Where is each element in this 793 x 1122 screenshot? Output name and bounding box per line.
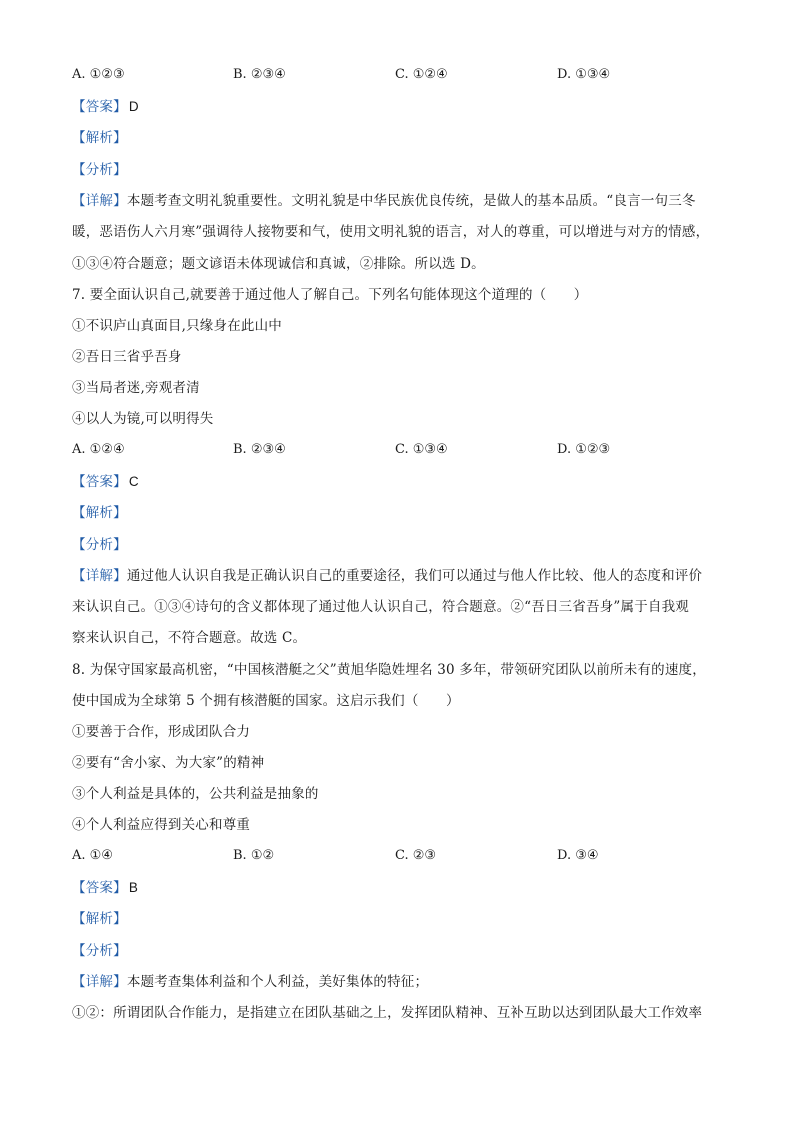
q7-jiexi-heading: 【解析】 xyxy=(72,505,127,521)
q6-answer: 【答案】 D xyxy=(72,99,139,115)
q8-option-a: A. ①④ xyxy=(72,848,113,863)
q7-options xyxy=(72,440,712,460)
q8-stem-line: 8. 为保守国家最高机密，“中国核潜艇之父”黄旭华隐姓埋名 30 多年，带领研究团队以前所未有的速度， xyxy=(72,662,706,678)
q6-detail-line: ①③④符合题意；题文谚语未体现诚信和真诚，②排除。所以选 D。 xyxy=(72,256,485,272)
q8-item: ③个人利益是具体的，公共利益是抽象的 xyxy=(72,786,319,802)
q6-fenxi-heading: 【分析】 xyxy=(72,162,127,178)
q6-detail-line: 【详解】本题考查文明礼貌重要性。文明礼貌是中华民族优良传统，是做人的基本品质。“良言一句三冬 xyxy=(72,193,696,209)
q6-option-a: A. ①②③ xyxy=(72,67,125,82)
q8-answer: 【答案】 B xyxy=(72,880,139,896)
q6-option-c: C. ①②④ xyxy=(395,67,448,82)
q8-option-d: D. ③④ xyxy=(557,848,599,863)
q7-fenxi-heading: 【分析】 xyxy=(72,537,127,553)
q7-item: ②吾日三省乎吾身 xyxy=(72,349,182,365)
q7-detail-line: 【详解】通过他人认识自我是正确认识自己的重要途径，我们可以通过与他人作比较、他人的态度和评价 xyxy=(72,568,703,584)
q8-option-c: C. ②③ xyxy=(395,848,437,863)
q8-item: ②要有“舍小家、为大家”的精神 xyxy=(72,755,265,771)
q7-item: ④以人为镜,可以明得失 xyxy=(72,411,214,427)
q7-option-c: C. ①③④ xyxy=(395,442,448,457)
q6-detail-line: 暖，恶语伤人六月寒”强调待人接物要和气，使用文明礼貌的语言，对人的尊重，可以增进与对方的情感， xyxy=(72,224,710,240)
q8-detail-line: 【详解】本题考查集体利益和个人利益，美好集体的特征； xyxy=(72,974,429,990)
q8-stem-line: 使中国成为全球第 5 个拥有核潜艇的国家。这启示我们（ ） xyxy=(72,693,460,709)
q7-option-b: B. ②③④ xyxy=(233,442,286,457)
q7-option-a: A. ①②④ xyxy=(72,442,125,457)
q6-jiexi-heading: 【解析】 xyxy=(72,130,127,146)
q6-option-b: B. ②③④ xyxy=(233,67,286,82)
q8-option-b: B. ①② xyxy=(233,848,275,863)
q8-options xyxy=(72,846,712,866)
q6-options xyxy=(72,65,712,85)
q8-detail-line: ①②：所谓团队合作能力，是指建立在团队基础之上，发挥团队精神、互补互助以达到团队最大工作效率 xyxy=(72,1005,703,1021)
q8-fenxi-heading: 【分析】 xyxy=(72,943,127,959)
q7-item: ③当局者迷,旁观者清 xyxy=(72,380,200,396)
q7-detail-line: 察来认识自己，不符合题意。故选 C。 xyxy=(72,630,307,646)
q8-item: ④个人利益应得到关心和尊重 xyxy=(72,817,251,833)
q6-option-d: D. ①③④ xyxy=(557,67,611,82)
q7-item: ①不识庐山真面目,只缘身在此山中 xyxy=(72,318,282,334)
q7-detail-line: 来认识自己。①③④诗句的含义都体现了通过他人认识自己，符合题意。②“吾日三省吾身”属于自我观 xyxy=(72,599,690,615)
q7-stem: 7. 要全面认识自己,就要善于通过他人了解自己。下列名句能体现这个道理的（ ） xyxy=(72,287,588,303)
q8-item: ①要善于合作，形成团队合力 xyxy=(72,724,251,740)
q7-answer: 【答案】 C xyxy=(72,474,139,490)
q7-option-d: D. ①②③ xyxy=(557,442,611,457)
q8-jiexi-heading: 【解析】 xyxy=(72,911,127,927)
